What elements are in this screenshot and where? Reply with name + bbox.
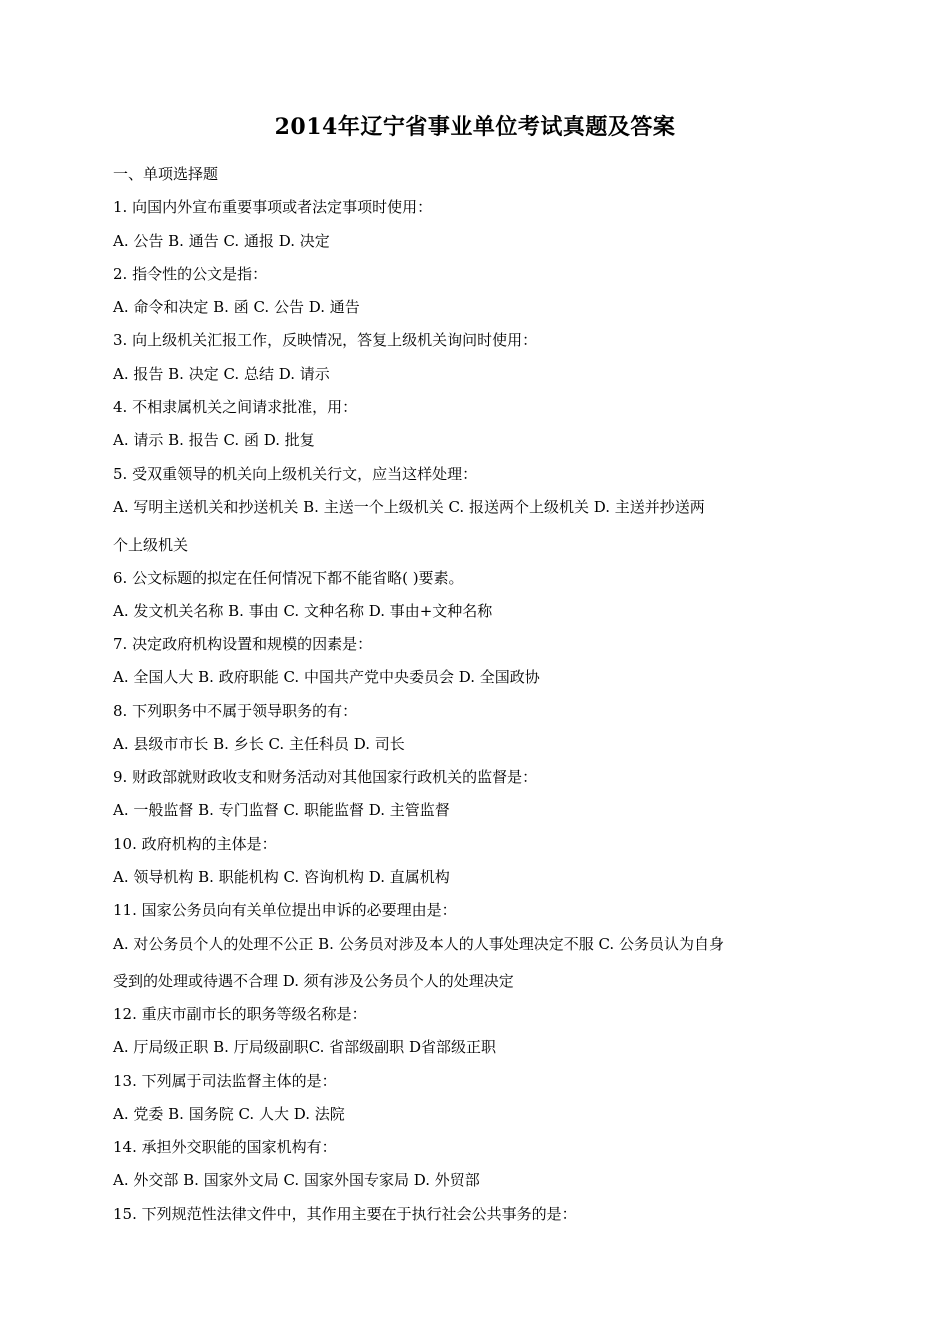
question-11-options-cont: 受到的处理或待遇不合理 D. 须有涉及公务员个人的处理决定 (113, 972, 514, 990)
question-6-options: A. 发文机关名称 B. 事由 C. 文种名称 D. 事由+文种名称 (113, 602, 493, 620)
question-5: 5. 受双重领导的机关向上级机关行文，应当这样处理： (113, 465, 478, 483)
question-8-options: A. 县级市市长 B. 乡长 C. 主任科员 D. 司长 (113, 735, 405, 753)
question-6: 6. 公文标题的拟定在任何情况下都不能省略( )要素。 (113, 569, 464, 587)
question-14-options: A. 外交部 B. 国家外文局 C. 国家外国专家局 D. 外贸部 (113, 1171, 480, 1189)
section-heading: 一、单项选择题 (113, 165, 219, 183)
question-10-options: A. 领导机构 B. 职能机构 C. 咨询机构 D. 直属机构 (113, 868, 450, 886)
question-2: 2. 指令性的公文是指： (113, 265, 268, 283)
page-title: 2014年辽宁省事业单位考试真题及答案 (274, 114, 676, 140)
question-14: 14. 承担外交职能的国家机构有： (113, 1138, 337, 1156)
question-13: 13. 下列属于司法监督主体的是： (113, 1072, 337, 1090)
question-12-options: A. 厅局级正职 B. 厅局级副职C. 省部级副职 D省部级正职 (113, 1038, 496, 1056)
question-9: 9. 财政部就财政收支和财务活动对其他国家行政机关的监督是： (113, 768, 538, 786)
question-4-options: A. 请示 B. 报告 C. 函 D. 批复 (113, 431, 315, 449)
question-10: 10. 政府机构的主体是： (113, 835, 277, 853)
question-2-options: A. 命令和决定 B. 函 C. 公告 D. 通告 (113, 298, 360, 316)
question-7-options: A. 全国人大 B. 政府职能 C. 中国共产党中央委员会 D. 全国政协 (113, 668, 540, 686)
question-9-options: A. 一般监督 B. 专门监督 C. 职能监督 D. 主管监督 (113, 801, 450, 819)
question-4: 4. 不相隶属机关之间请求批准，用： (113, 398, 358, 416)
question-5-options-cont: 个上级机关 (113, 536, 189, 554)
question-1: 1. 向国内外宣布重要事项或者法定事项时使用： (113, 198, 433, 216)
question-8: 8. 下列职务中不属于领导职务的有： (113, 702, 358, 720)
question-12: 12. 重庆市副市长的职务等级名称是： (113, 1005, 367, 1023)
question-3-options: A. 报告 B. 决定 C. 总结 D. 请示 (113, 365, 330, 383)
question-11: 11. 国家公务员向有关单位提出申诉的必要理由是： (113, 901, 457, 919)
question-15: 15. 下列规范性法律文件中，其作用主要在于执行社会公共事务的是： (113, 1205, 577, 1223)
question-5-options: A. 写明主送机关和抄送机关 B. 主送一个上级机关 C. 报送两个上级机关 D. 主送并抄送两 (113, 498, 705, 516)
question-7: 7. 决定政府机构设置和规模的因素是： (113, 635, 373, 653)
question-3: 3. 向上级机关汇报工作，反映情况，答复上级机关询问时使用： (113, 331, 538, 349)
question-1-options: A. 公告 B. 通告 C. 通报 D. 决定 (113, 232, 330, 250)
question-13-options: A. 党委 B. 国务院 C. 人大 D. 法院 (113, 1105, 345, 1123)
question-11-options: A. 对公务员个人的处理不公正 B. 公务员对涉及本人的人事处理决定不服 C. 公务员认为自身 (113, 935, 724, 953)
